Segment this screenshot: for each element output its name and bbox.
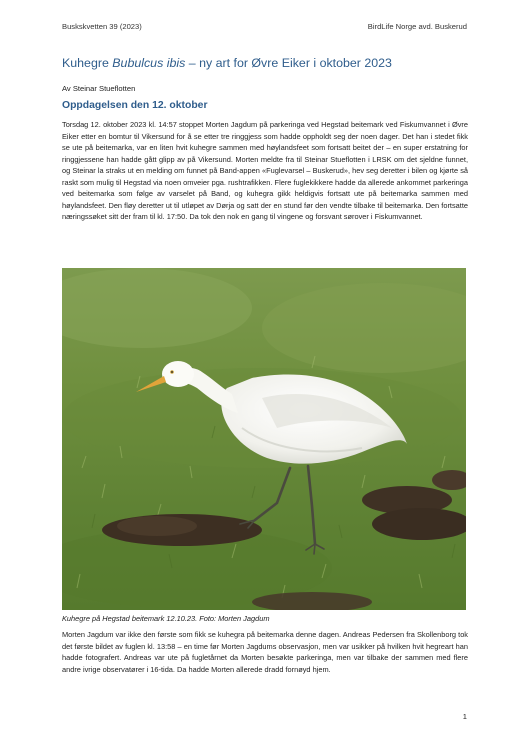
article-title <box>62 56 489 70</box>
section-heading: Oppdagelsen den 12. oktober <box>62 100 208 111</box>
header-publication: Buskskvetten 39 (2023) <box>62 22 142 31</box>
title-prefix: Kuhegre <box>62 56 113 70</box>
paragraph-2: Morten Jagdum var ikke den første som fikk se kuhegra på beitemarka denne dagen. Andreas Pedersen fra Skollenborg tok det første bildet av fuglen kl. 13:58 – en time før Morten Jagdums observasjon, men var usikker på hvilken hvit hegreart han hadde fotografert. Andreas var ute på fugletårnet da Morten besøkte parkeringa, men var tilbake der sammen med flere andre ivrige observatører i 16-tida. Da hadde Morten allerede dradd fornøyd hjem. <box>62 630 468 674</box>
photo-caption: Kuhegre på Hegstad beitemark 12.10.23. Foto: Morten Jagdum <box>62 614 270 623</box>
title-latin-name: Bubulcus ibis <box>112 56 186 70</box>
byline: Av Steinar Stueflotten <box>62 84 136 93</box>
cattle-egret-photo <box>62 268 466 610</box>
page-header <box>62 22 467 31</box>
paragraph-1: Torsdag 12. oktober 2023 kl. 14:57 stoppet Morten Jagdum på parkeringa ved Hegstad beitemark ved Fiskumvannet i Øvre Eiker etter en bomtur til Vikersund for å se etter tre ringgjess som hadde oppholdt seg der noen dager. Det han i stedet fikk se ute på beitemarka, var en liten hvit kuhegre sammen med høylandsfeet som fortsatt beitet der – en super erstatning for ringgjessene han hadde gått glipp av på Vikersund. Morten meldte fra til Steinar Stueflotten i LRSK om det sjeldne funnet, og Steinar la straks ut en melding om funnet på Band-appen «Fuglevarsel – Buskerud», hev seg deretter i bilen og kjørte så raskt som mulig til Hegstad via noen omveier pga. rushtrafikken. Flere fuglekikkere hadde da allerede ankommet parkeringa ved beitemarka som følge av varselet på Band, og kuhegra gikk heldigvis fortsatt ute på beitemarka sammen med høylandsfeet. Den fløy deretter ut til utløpet av Dørja og satt der en stund før den vendte tilbake til beitemarka. Den fortsatte næringssøket sitt der fram til kl. 17:50. Da tok den nok en gang til vingene og forsvant sørover i Fiskumvannet. <box>62 120 468 221</box>
title-suffix: – ny art for Øvre Eiker i oktober 2023 <box>185 56 392 70</box>
header-organization: BirdLife Norge avd. Buskerud <box>367 22 467 31</box>
page-number: 1 <box>462 712 467 721</box>
